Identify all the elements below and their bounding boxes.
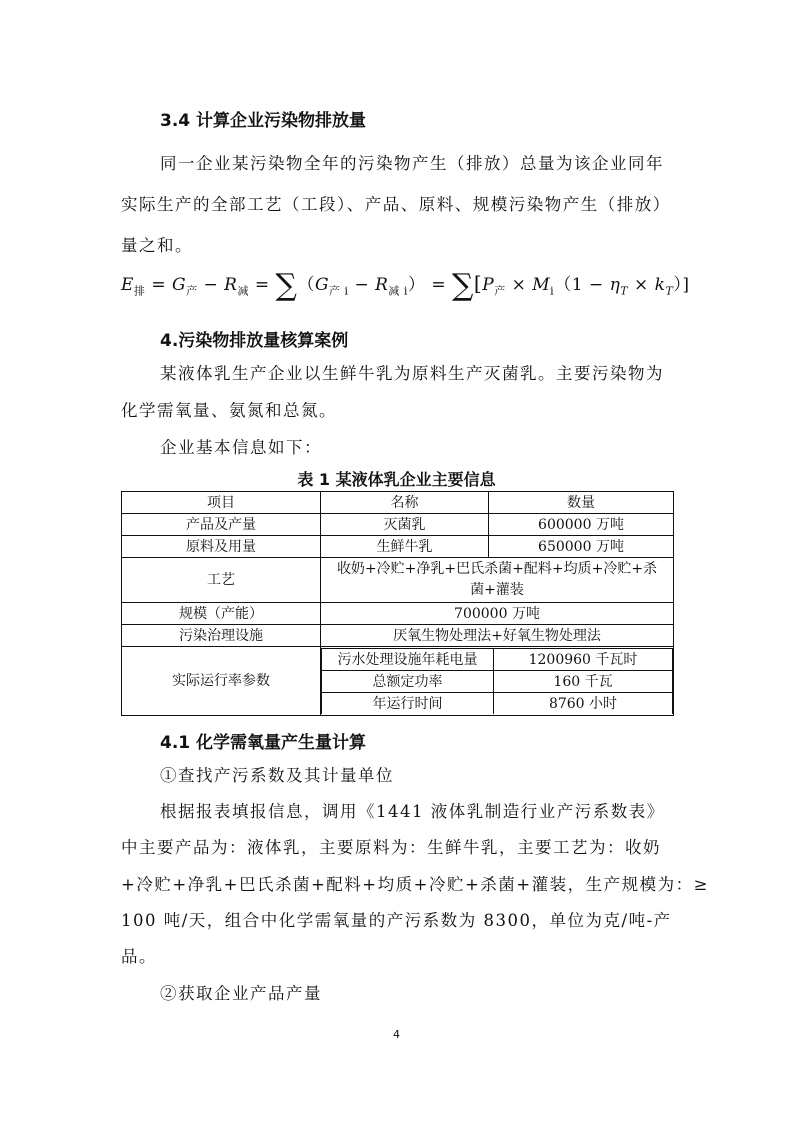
params-name: 总额定功率 [322, 671, 494, 693]
params-row [322, 649, 673, 671]
table-cell: 污染治理设施 [122, 625, 321, 647]
paragraph-line: 企业基本信息如下： [160, 438, 322, 457]
summation-symbol: ∑ [275, 268, 298, 303]
params-subtable [321, 648, 673, 714]
table-row [122, 536, 674, 558]
formula-operator: = [145, 275, 172, 295]
formula-operator: − [197, 275, 225, 295]
params-value: 8760 小时 [494, 693, 673, 715]
section-3-4-heading: 3.4 计算企业污染物排放量 [160, 111, 367, 131]
paragraph-line: 实际生产的全部工艺（工段）、产品、原料、规模污染物产生（排放） [121, 195, 671, 214]
params-name: 年运行时间 [322, 693, 494, 715]
params-row [322, 671, 673, 693]
table-header-row [122, 492, 674, 514]
formula-symbol: P [482, 275, 495, 295]
section-4-heading: 4.污染物排放量核算案例 [160, 331, 349, 351]
formula-subscript: T [665, 284, 674, 298]
formula-bracket: [ [473, 271, 483, 295]
section-4-1-heading: 4.1 化学需氧量产生量计算 [160, 733, 367, 753]
table-cell: 灭菌乳 [321, 514, 489, 536]
summation-symbol: ∑ [452, 268, 474, 303]
process-cell [321, 558, 674, 603]
table-caption: 表 1 某液体乳企业主要信息 [297, 470, 496, 489]
process-line: 菌+灌装 [470, 582, 524, 598]
formula-subscript: 排 [133, 284, 146, 298]
params-cell [321, 647, 674, 716]
formula-symbol: G [314, 275, 330, 295]
paragraph-line: 根据报表填报信息，调用《1441 液体乳制造行业产污系数表》 [160, 802, 665, 821]
table-cell: 规模（产能） [122, 603, 321, 625]
step-line: ①查找产污系数及其计量单位 [160, 766, 394, 785]
paragraph-line: 同一企业某污染物全年的污染物产生（排放）总量为该企业同年 [160, 154, 664, 173]
paragraph-line: 某液体乳生产企业以生鲜牛乳为原料生产灭菌乳。主要污染物为 [160, 364, 664, 383]
process-line: 收奶+冷贮+净乳+巴氏杀菌+配料+均质+冷贮+杀 [336, 561, 658, 577]
table-cell: 700000 万吨 [321, 603, 674, 625]
paragraph-line: 100 吨/天，组合中化学需氧量的产污系数为 8300，单位为克/吨-产 [121, 911, 672, 930]
formula-symbol: E [121, 275, 134, 295]
params-value: 1200960 千瓦时 [494, 649, 673, 671]
formula-symbol: R [375, 275, 389, 295]
params-row [322, 693, 673, 715]
emission-formula [121, 268, 689, 303]
formula-subscript: 减 i [388, 284, 408, 298]
formula-operator: = [425, 275, 452, 295]
table-header-cell: 名称 [321, 492, 489, 514]
paragraph-line: 中主要产品为：液体乳，主要原料为：生鲜牛乳，主要工艺为：收奶 [121, 838, 661, 857]
formula-symbol: η [609, 275, 621, 295]
formula-subscript: 产 [494, 284, 506, 298]
formula-subscript: i [550, 284, 555, 298]
formula-subscript: 产 [186, 284, 198, 298]
formula-paren: ） [407, 275, 426, 295]
table-cell: 600000 万吨 [489, 514, 674, 536]
formula-paren: （1 − [554, 275, 610, 295]
table-row [122, 625, 674, 647]
table-row [122, 647, 674, 716]
formula-subscript: T [620, 284, 629, 298]
formula-operator: × [505, 275, 533, 295]
formula-subscript: 产 i [329, 284, 349, 298]
table-cell: 650000 万吨 [489, 536, 674, 558]
formula-operator: = [248, 275, 276, 295]
table-cell: 实际运行率参数 [122, 647, 321, 716]
enterprise-info-table [121, 491, 674, 716]
formula-paren: （ [297, 275, 315, 295]
formula-symbol: M [532, 275, 551, 295]
formula-symbol: G [171, 275, 187, 295]
paragraph-line: 化学需氧量、氨氮和总氮。 [121, 401, 337, 420]
paragraph-line: 品。 [121, 947, 157, 966]
table-row [122, 603, 674, 625]
paragraph-line: +冷贮+净乳+巴氏杀菌+配料+均质+冷贮+杀菌+灌装，生产规模为：≥ [121, 875, 709, 894]
table-cell: 产品及产量 [122, 514, 321, 536]
page-number: 4 [393, 1028, 400, 1041]
table-cell: 工艺 [122, 558, 321, 603]
table-cell: 生鲜牛乳 [321, 536, 489, 558]
table-cell: 厌氧生物处理法+好氧生物处理法 [321, 625, 674, 647]
table-row [122, 558, 674, 603]
formula-operator: × [628, 275, 655, 295]
table-header-cell: 项目 [122, 492, 321, 514]
table-row [122, 514, 674, 536]
table-cell: 原料及用量 [122, 536, 321, 558]
step-line: ②获取企业产品产量 [160, 984, 322, 1003]
table-header-cell: 数量 [489, 492, 674, 514]
formula-symbol: k [654, 275, 666, 295]
formula-subscript: 减 [237, 284, 249, 298]
paragraph-line: 量之和。 [121, 236, 193, 255]
params-value: 160 千瓦 [494, 671, 673, 693]
formula-operator: − [348, 275, 376, 295]
params-name: 污水处理设施年耗电量 [322, 649, 494, 671]
formula-bracket: ）] [673, 275, 690, 295]
formula-symbol: R [224, 275, 238, 295]
